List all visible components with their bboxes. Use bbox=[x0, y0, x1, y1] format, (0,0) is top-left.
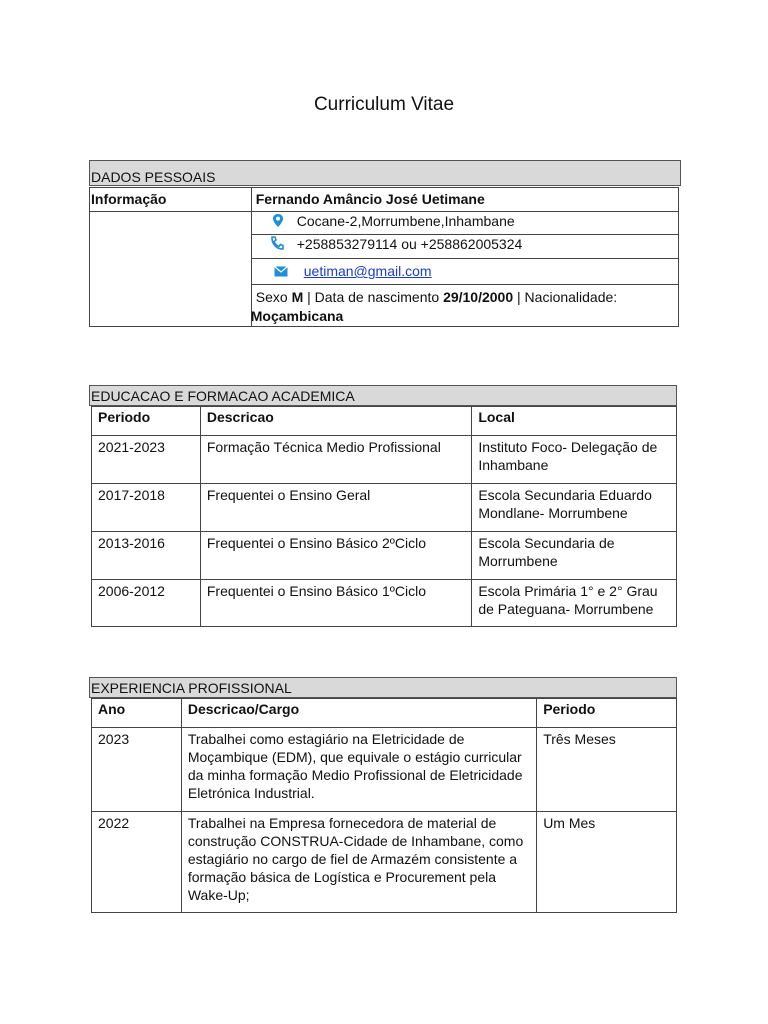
experience-col-year: Ano bbox=[92, 699, 182, 728]
education-local: Escola Secundaria de Morrumbene bbox=[472, 532, 677, 580]
experience-period: Um Mes bbox=[537, 812, 677, 913]
nationality-value: Moçambicana bbox=[250, 308, 344, 325]
table-row bbox=[92, 580, 677, 627]
experience-section-header: EXPERIENCIA PROFISSIONAL bbox=[89, 677, 677, 698]
education-local: Escola Secundaria Eduardo Mondlane- Morrumbene bbox=[472, 484, 677, 532]
personal-details-cell bbox=[251, 285, 678, 327]
experience-col-description: Descricao/Cargo bbox=[181, 699, 536, 728]
personal-empty-cell bbox=[90, 212, 252, 327]
education-period: 2021-2023 bbox=[92, 436, 201, 484]
education-description: Frequentei o Ensino Geral bbox=[200, 484, 471, 532]
education-local: Instituto Foco- Delegação de Inhambane bbox=[472, 436, 677, 484]
experience-year: 2023 bbox=[92, 728, 182, 812]
email-icon bbox=[274, 260, 288, 284]
experience-description: Trabalhei como estagiário na Eletricidade de Moçambique (EDM), que equivale o estágio curricular da minha formação Medio Profissional de Eletricidade Eletrónica Industrial. bbox=[181, 728, 536, 812]
education-section-header: EDUCACAO E FORMACAO ACADEMICA bbox=[89, 385, 677, 406]
education-description: Formação Técnica Medio Profissional bbox=[200, 436, 471, 484]
page-title: Curriculum Vitae bbox=[313, 94, 455, 115]
address-cell bbox=[251, 212, 678, 235]
education-description: Frequentei o Ensino Básico 1ºCiclo bbox=[200, 580, 471, 627]
education-period: 2017-2018 bbox=[92, 484, 201, 532]
table-row bbox=[92, 532, 677, 580]
education-col-local: Local bbox=[472, 407, 677, 436]
education-table bbox=[91, 406, 677, 627]
experience-description: Trabalhei na Empresa fornecedora de material de construção CONSTRUA-Cidade de Inhambane, como estagiário no cargo de fiel de Armazém consistente a formação básica de Logística e Procurement pela Wake-Up; bbox=[181, 812, 536, 913]
dob-value: 29/10/2000 bbox=[443, 289, 514, 306]
email-link[interactable]: uetiman@gmail.com bbox=[303, 263, 432, 279]
phone-text: +258853279114 ou +258862005324 bbox=[296, 236, 523, 252]
sex-label: Sexo bbox=[255, 289, 288, 306]
sex-value: M bbox=[291, 289, 304, 306]
nationality-label: | Nacionalidade: bbox=[517, 289, 618, 306]
phone-icon bbox=[270, 236, 284, 255]
address-text: Cocane-2,Morrumbene,Inhambane bbox=[296, 213, 515, 229]
phone-cell bbox=[251, 235, 678, 259]
personal-section-header: DADOS PESSOAIS bbox=[89, 160, 681, 186]
experience-col-period: Periodo bbox=[537, 699, 677, 728]
personal-table bbox=[89, 187, 679, 327]
education-local: Escola Primária 1° e 2° Grau de Pateguana- Morrumbene bbox=[472, 580, 677, 627]
location-pin-icon bbox=[272, 213, 284, 232]
table-row bbox=[92, 728, 677, 812]
education-col-period: Periodo bbox=[92, 407, 201, 436]
education-period: 2006-2012 bbox=[92, 580, 201, 627]
table-row bbox=[92, 484, 677, 532]
education-period: 2013-2016 bbox=[92, 532, 201, 580]
experience-period: Três Meses bbox=[537, 728, 677, 812]
table-row bbox=[92, 812, 677, 913]
education-description: Frequentei o Ensino Básico 2ºCiclo bbox=[200, 532, 471, 580]
dob-label: | Data de nascimento bbox=[307, 289, 440, 306]
person-name: Fernando Amâncio José Uetimane bbox=[251, 188, 678, 212]
personal-info-label: Informação bbox=[90, 188, 252, 212]
experience-table bbox=[91, 698, 677, 913]
table-row bbox=[92, 436, 677, 484]
education-col-description: Descricao bbox=[200, 407, 471, 436]
email-cell bbox=[251, 259, 678, 285]
experience-year: 2022 bbox=[92, 812, 182, 913]
